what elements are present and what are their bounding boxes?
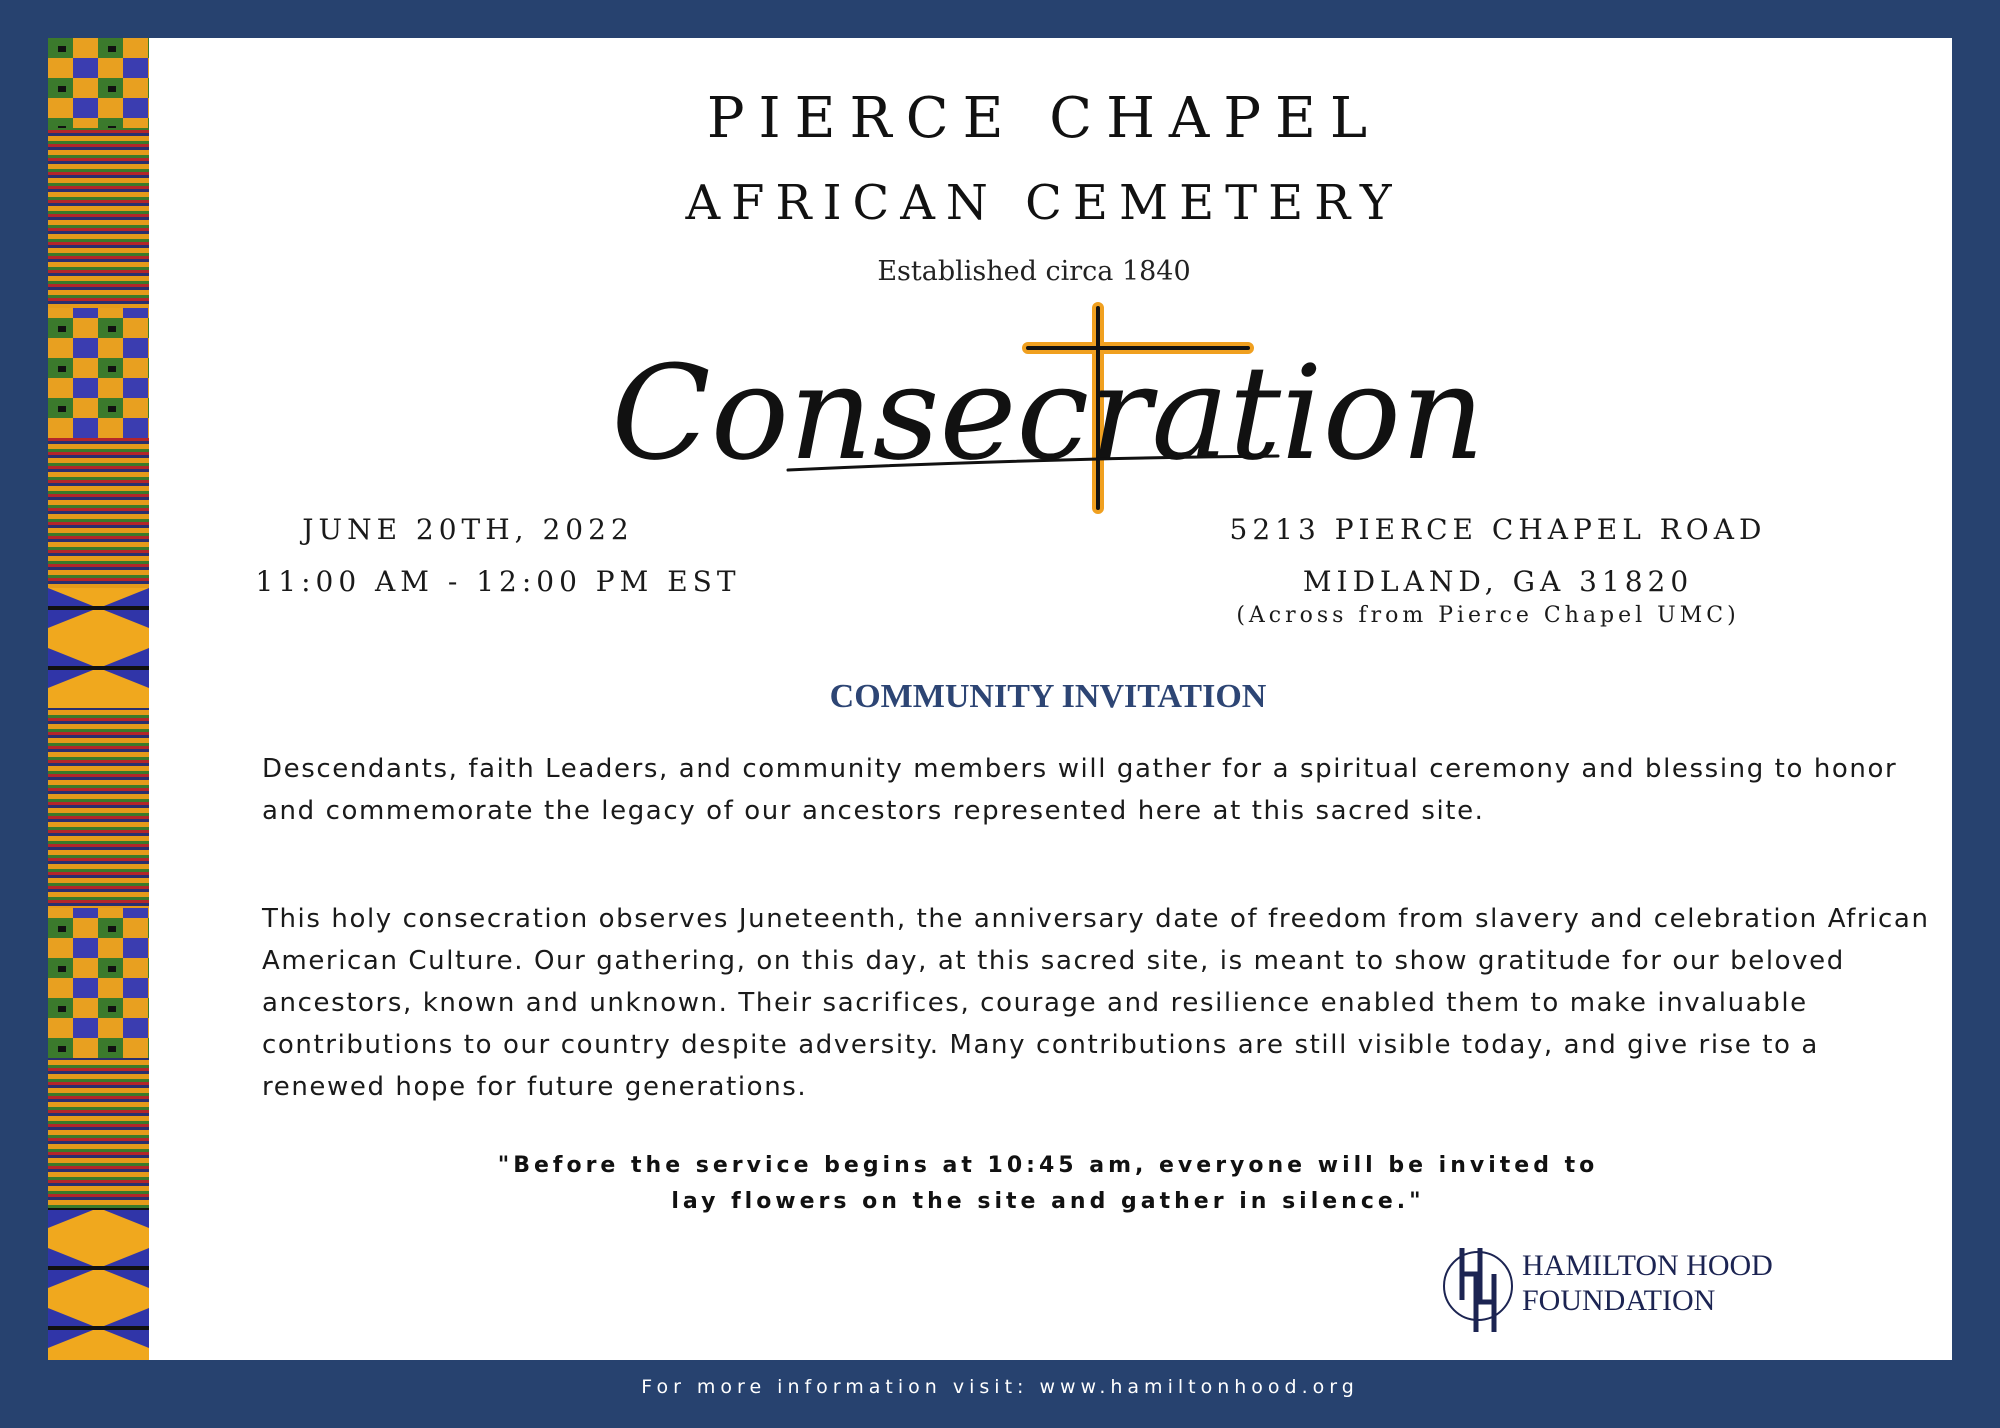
foundation-name-line2: FOUNDATION [1522, 1284, 1716, 1317]
foundation-name-line1: HAMILTON HOOD [1522, 1249, 1773, 1282]
flower-quote: "Before the service begins at 10:45 am, everyone will be invited to lay flowers on the site and gather in silence." [497, 1153, 1599, 1214]
paragraph-1: Descendants, faith Leaders, and community members will gather for a spiritual ceremony and blessing to honor and commemorate the legacy of our ancestors represented here at this sacred site. [262, 754, 1898, 826]
cross-icon [1028, 308, 1248, 508]
underline-stroke [788, 456, 1278, 470]
community-invitation-heading: COMMUNITY INVITATION [829, 678, 1267, 715]
cemetery-title-line2: AFRICAN CEMETERY [685, 175, 1403, 231]
invitation-card [48, 38, 1952, 1360]
address-line2: MIDLAND, GA 31820 [1302, 565, 1694, 598]
paragraph-2: This holy consecration observes Juneteenth, the anniversary date of freedom from slavery and celebration African American Culture. Our gathering, on this day, at this sacred site, is meant to show gratitude for our beloved ancestors, known and unknown. Their sacrifices, courage and resilience enabled them to make invaluable contributions to our country despite adversity. Many contributions are still visible today, and give rise to a renewed hope for future generations. [262, 904, 1930, 1102]
consecration-word: Consecration [611, 337, 1485, 489]
footer-info-link[interactable]: For more information visit: www.hamiltonhood.org [641, 1376, 1359, 1398]
cemetery-title-line1: PIERCE CHAPEL [706, 86, 1382, 151]
event-date: JUNE 20TH, 2022 [302, 513, 634, 546]
kente-pattern-strip [48, 38, 149, 1360]
established-text: Established circa 1840 [877, 256, 1191, 287]
event-time: 11:00 AM - 12:00 PM EST [255, 565, 741, 598]
foundation-name [1522, 1248, 1773, 1318]
address-line1: 5213 PIERCE CHAPEL ROAD [1229, 513, 1767, 546]
cross-accent-icon [1028, 308, 1248, 508]
address-note: (Across from Pierce Chapel UMC) [1236, 603, 1740, 628]
